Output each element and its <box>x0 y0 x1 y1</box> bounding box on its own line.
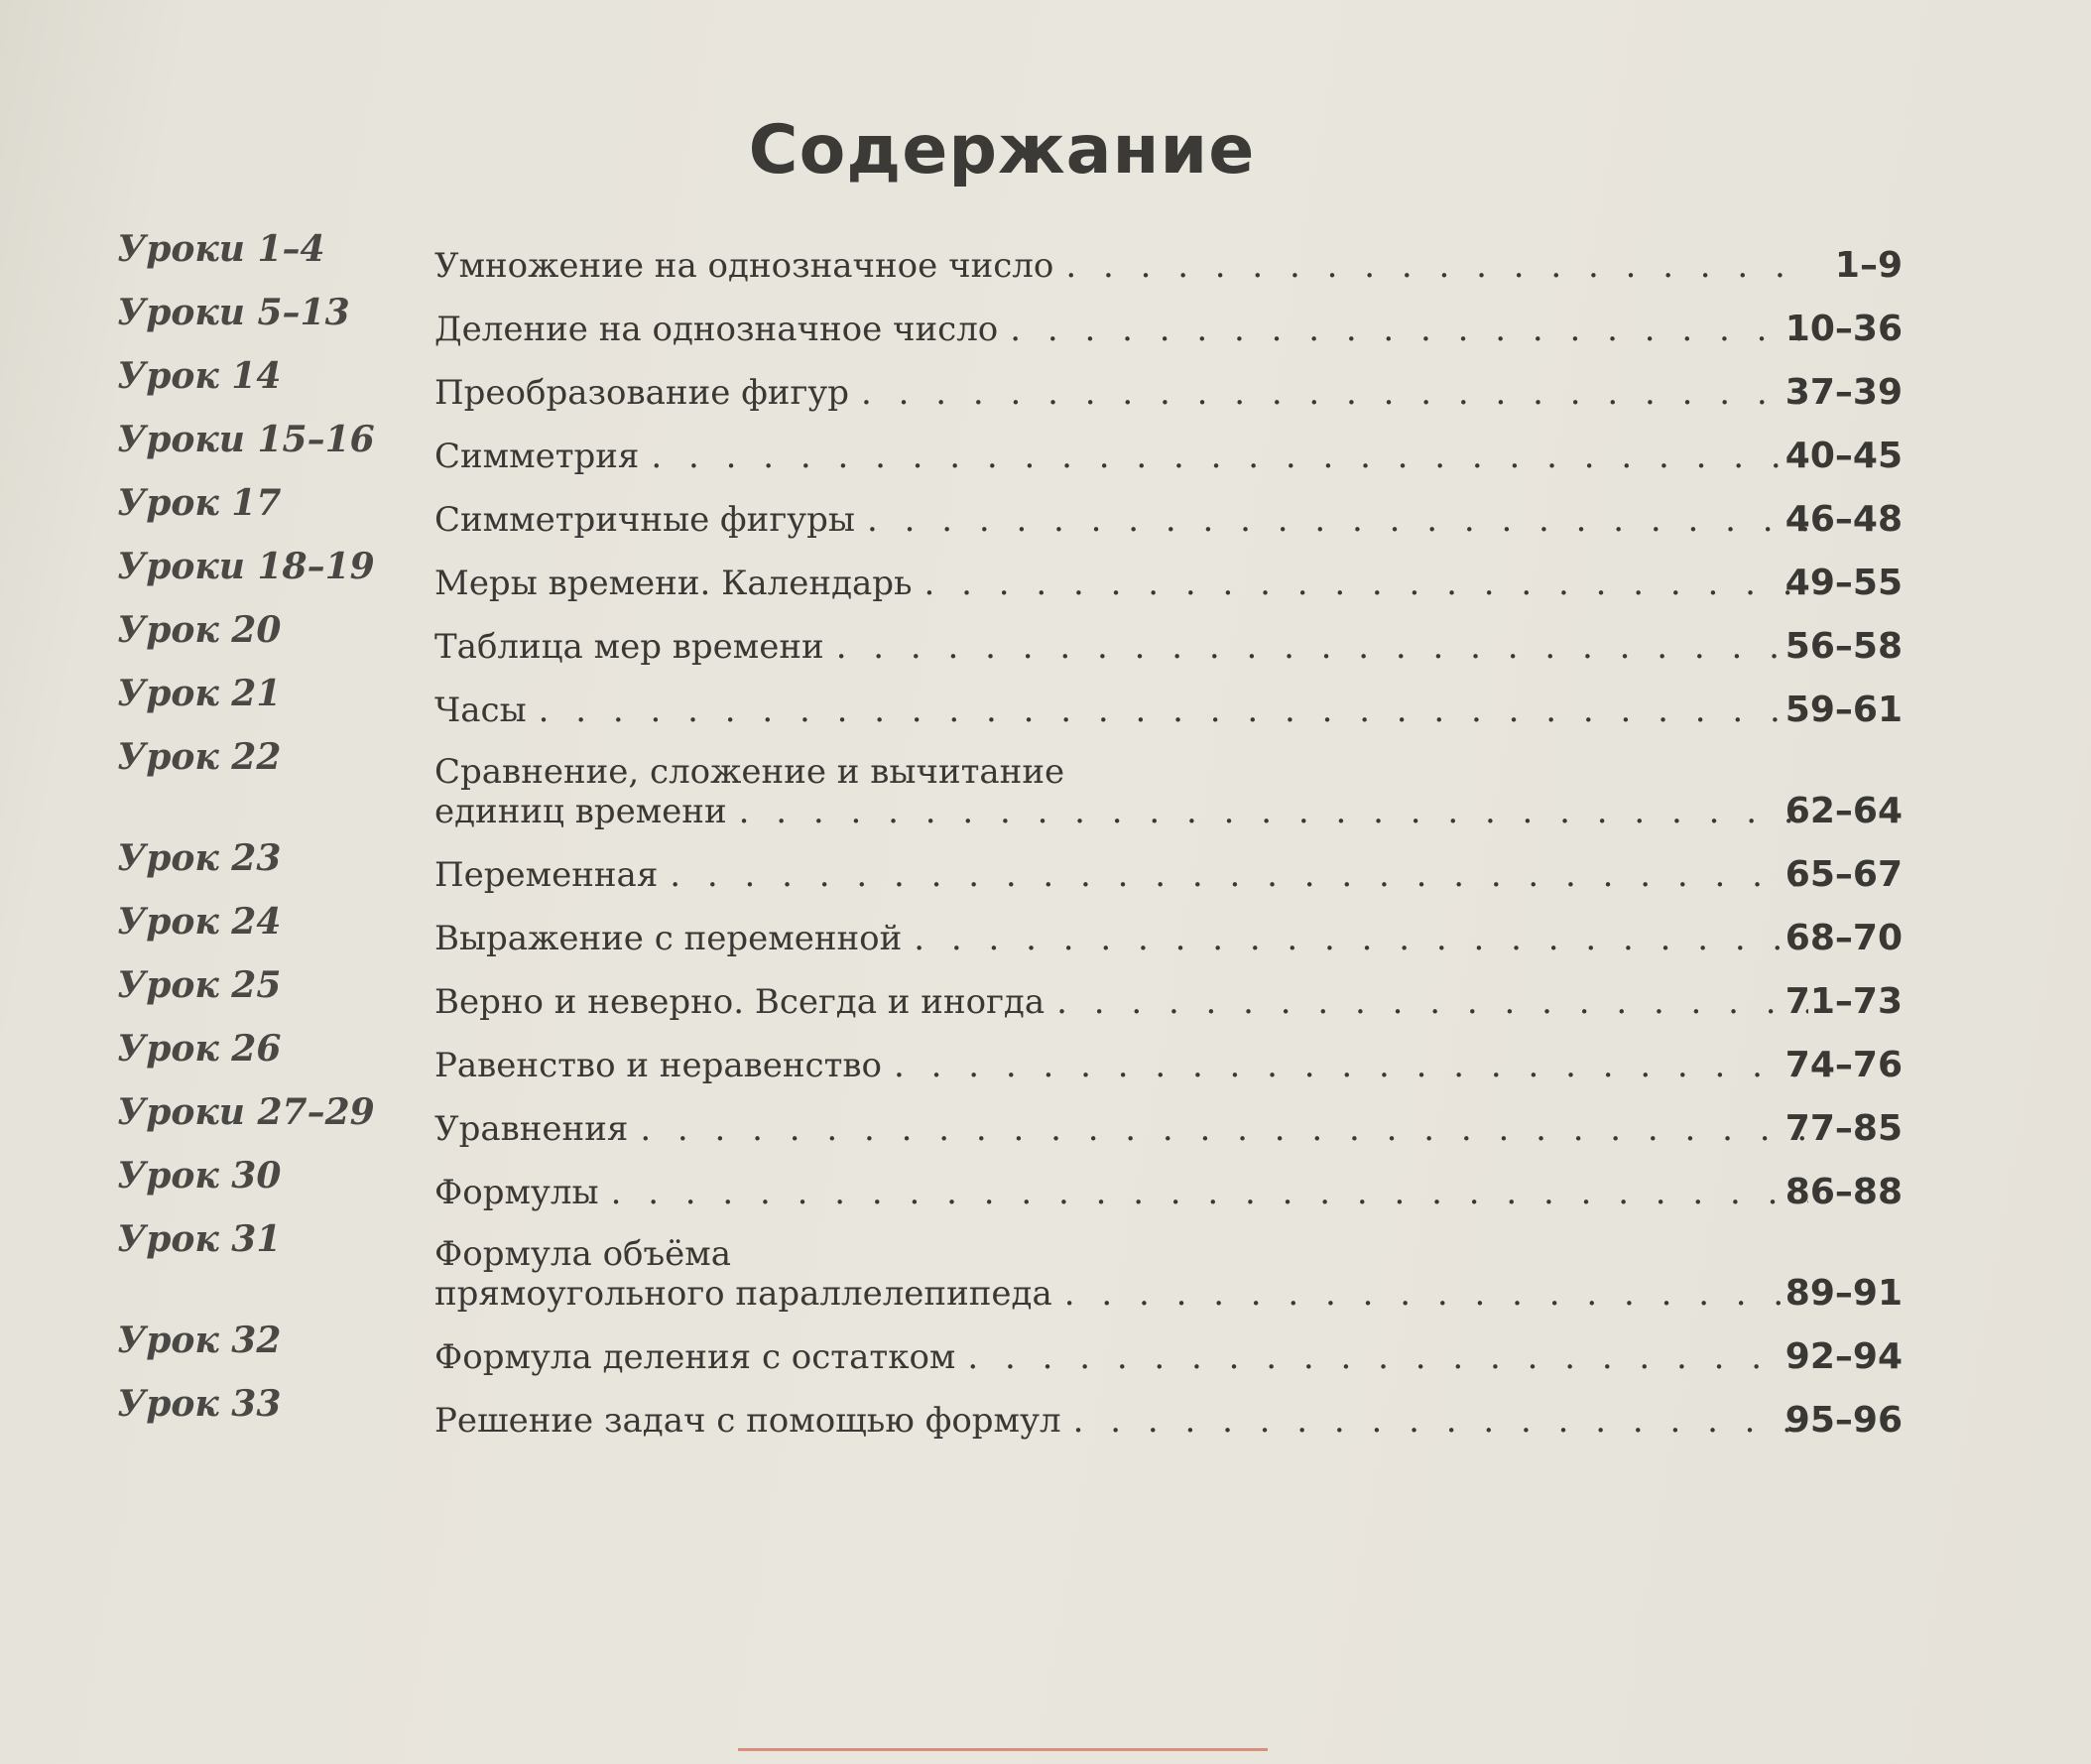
lesson-label: Урок 33 <box>117 1383 282 1425</box>
page-range: 49–55 <box>1784 563 1903 603</box>
page-range: 77–85 <box>1784 1108 1903 1149</box>
toc-entry <box>117 958 1903 1022</box>
topic-title <box>434 982 1808 1022</box>
dot-leader <box>539 691 1808 730</box>
topic-title <box>434 691 1808 730</box>
topic-text-line: Формулы <box>434 1173 599 1212</box>
dot-leader <box>1065 246 1808 286</box>
lesson-label: Урок 25 <box>117 964 282 1006</box>
topic-text-line: Преобразование фигур <box>434 373 850 413</box>
toc-entry <box>117 730 1903 831</box>
lesson-label: Урок 21 <box>117 673 282 714</box>
lesson-label: Урок 14 <box>117 355 282 397</box>
lesson-label: Уроки 18–19 <box>117 546 375 587</box>
topic-title <box>434 1234 1808 1314</box>
dot-leader <box>1056 982 1808 1022</box>
lesson-label: Уроки 5–13 <box>117 292 350 333</box>
page-range: 46–48 <box>1784 499 1903 540</box>
toc-entry <box>117 831 1903 895</box>
toc-entry <box>117 1022 1903 1085</box>
topic-title <box>434 627 1808 667</box>
table-of-contents <box>117 222 1903 1441</box>
toc-entry <box>117 286 1903 349</box>
toc-entry <box>117 1314 1903 1377</box>
topic-text-line: Симметрия <box>434 437 640 476</box>
toc-entry <box>117 222 1903 286</box>
dot-leader <box>924 564 1808 603</box>
topic-text-line: Формула деления с остатком <box>434 1337 956 1377</box>
topic-title <box>434 1109 1808 1149</box>
dot-leader <box>1010 310 1808 349</box>
topic-title <box>434 310 1808 349</box>
topic-text-line: Деление на однозначное число <box>434 310 999 349</box>
lesson-label: Урок 30 <box>117 1155 282 1197</box>
lesson-label: Урок 17 <box>117 482 282 524</box>
page-title: Содержание <box>748 111 1256 189</box>
page-range: 89–91 <box>1784 1273 1903 1314</box>
page-range: 92–94 <box>1784 1336 1903 1377</box>
page-range: 40–45 <box>1784 436 1903 476</box>
topic-text-line: Выражение с переменной <box>434 919 903 958</box>
page-range: 56–58 <box>1784 626 1903 667</box>
topic-title <box>434 752 1808 831</box>
lesson-label: Урок 22 <box>117 736 282 778</box>
dot-leader <box>611 1173 1808 1212</box>
lesson-label: Урок 24 <box>117 901 282 943</box>
topic-title <box>434 855 1808 895</box>
dot-leader <box>1064 1274 1808 1314</box>
dot-leader <box>861 373 1808 413</box>
topic-text-line: Часы <box>434 691 527 730</box>
topic-title <box>434 1173 1808 1212</box>
dot-leader <box>739 792 1808 831</box>
topic-text-line: Сравнение, сложение и вычитание <box>434 752 1065 792</box>
topic-text-line: единиц времени <box>434 792 727 831</box>
dot-leader <box>640 1109 1808 1149</box>
toc-entry <box>117 476 1903 540</box>
topic-title <box>434 1046 1808 1085</box>
lesson-label: Урок 23 <box>117 837 282 879</box>
topic-text-line: Уравнения <box>434 1109 629 1149</box>
page-range: 95–96 <box>1784 1400 1903 1441</box>
dot-leader <box>670 855 1808 895</box>
toc-entry <box>117 895 1903 958</box>
page-range: 59–61 <box>1784 690 1903 730</box>
topic-title <box>434 564 1808 603</box>
topic-title <box>434 437 1808 476</box>
dot-leader <box>914 919 1808 958</box>
topic-title <box>434 500 1808 540</box>
toc-entry <box>117 1377 1903 1441</box>
lesson-label: Уроки 15–16 <box>117 419 375 460</box>
page-range: 1–9 <box>1834 245 1903 286</box>
topic-text-line: Умножение на однозначное число <box>434 246 1054 286</box>
toc-entry <box>117 667 1903 730</box>
page-range: 71–73 <box>1784 981 1903 1022</box>
page-range: 37–39 <box>1784 372 1903 413</box>
topic-text-line: прямоугольного параллелепипеда <box>434 1274 1052 1314</box>
dot-leader <box>867 500 1808 540</box>
dot-leader <box>836 627 1808 667</box>
lesson-label: Урок 20 <box>117 609 282 651</box>
lesson-label: Урок 31 <box>117 1218 282 1260</box>
page-range: 10–36 <box>1784 309 1903 349</box>
topic-text-line: Переменная <box>434 855 659 895</box>
toc-entry <box>117 540 1903 603</box>
topic-text-line: Формула объёма <box>434 1234 731 1274</box>
topic-title <box>434 1401 1808 1441</box>
dot-leader <box>651 437 1808 476</box>
page-range: 74–76 <box>1784 1045 1903 1085</box>
topic-title <box>434 919 1808 958</box>
topic-text-line: Верно и неверно. Всегда и иногда <box>434 982 1046 1022</box>
toc-entry <box>117 1212 1903 1314</box>
topic-title <box>434 246 1808 286</box>
page-range: 68–70 <box>1784 918 1903 958</box>
lesson-label: Урок 32 <box>117 1320 282 1361</box>
topic-text-line: Таблица мер времени <box>434 627 824 667</box>
dot-leader <box>1073 1401 1808 1441</box>
dot-leader <box>894 1046 1808 1085</box>
toc-entry <box>117 1085 1903 1149</box>
page-range: 62–64 <box>1784 791 1903 831</box>
toc-entry <box>117 1149 1903 1212</box>
topic-title <box>434 1337 1808 1377</box>
toc-entry <box>117 349 1903 413</box>
lesson-label: Урок 26 <box>117 1028 282 1070</box>
toc-entry <box>117 603 1903 667</box>
toc-entry <box>117 413 1903 476</box>
lesson-label: Уроки 27–29 <box>117 1091 375 1133</box>
page-range: 86–88 <box>1784 1172 1903 1212</box>
decorative-divider <box>738 1748 1268 1751</box>
topic-text-line: Равенство и неравенство <box>434 1046 883 1085</box>
topic-title <box>434 373 1808 413</box>
page-range: 65–67 <box>1784 854 1903 895</box>
lesson-label: Уроки 1–4 <box>117 228 325 270</box>
topic-text-line: Меры времени. Календарь <box>434 564 913 603</box>
topic-text-line: Решение задач с помощью формул <box>434 1401 1061 1441</box>
topic-text-line: Симметричные фигуры <box>434 500 855 540</box>
dot-leader <box>967 1337 1808 1377</box>
